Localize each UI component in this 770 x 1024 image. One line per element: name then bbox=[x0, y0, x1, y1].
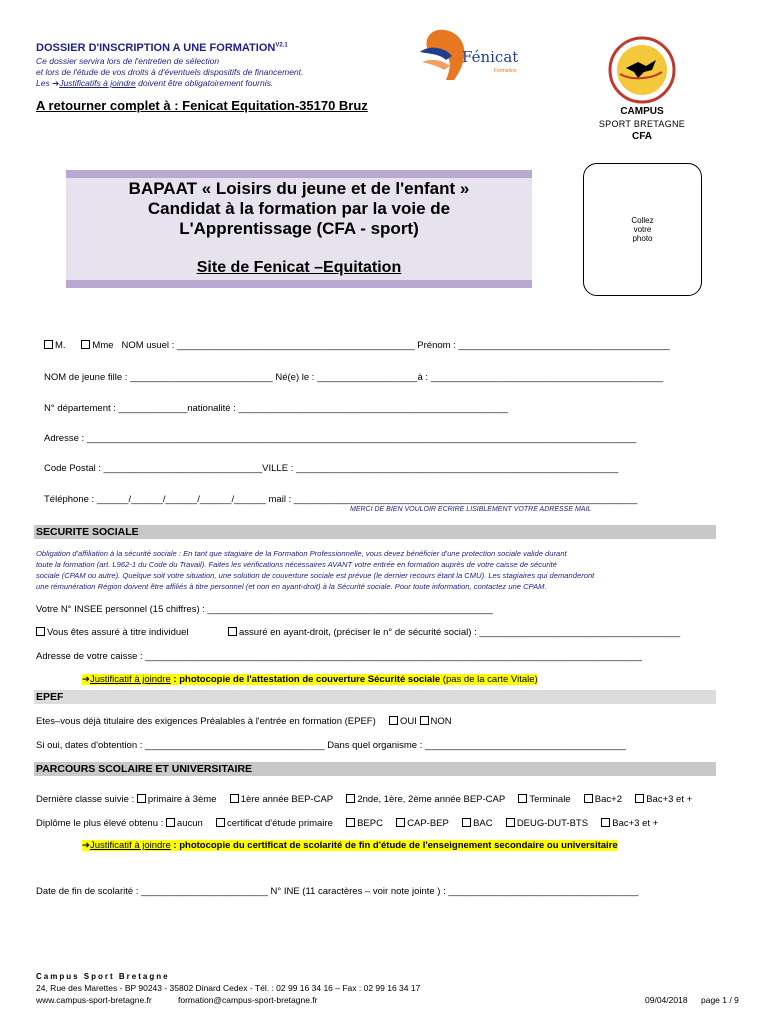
derniere-opt-checkbox[interactable] bbox=[346, 794, 355, 803]
epef-heading: EPEF bbox=[34, 690, 716, 704]
formation-title-line-3: L'Apprentissage (CFA - sport) bbox=[179, 219, 419, 238]
assure-row bbox=[36, 627, 189, 638]
diplome-opt-label: certificat d'étude primaire bbox=[227, 818, 333, 829]
footer-address: 24, Rue des Marettes - BP 90243 - 35802 Dinard Cedex - Tél. : 02 99 16 34 16 – Fax : 02 99 16 34 17 bbox=[36, 983, 421, 993]
fenicat-logo bbox=[416, 26, 544, 84]
departement-field[interactable]: N° département : _____________nationalité : ___________________________________________________ bbox=[44, 403, 508, 414]
nom-usuel-field[interactable]: NOM usuel : _____________________________________________ Prénom : ________________________________________ bbox=[121, 340, 670, 351]
campus-logo bbox=[590, 34, 694, 146]
version-label: V2.1 bbox=[275, 42, 288, 49]
title-bar-top bbox=[66, 170, 532, 178]
secu-line-4: une rémunération Région doivent être affiliés à titre personnel (et non en ayant-droit) à la Sécurité sociale. Pour toute information, contactez une CPAM. bbox=[36, 582, 547, 591]
diplome-opt-label: BEPC bbox=[357, 818, 383, 829]
parcours-justificatif-text: : photocopie du certificat de scolarité de fin d'étude de l'enseignement secondaire ou universitaire bbox=[170, 840, 618, 851]
derniere-opt-checkbox[interactable] bbox=[518, 794, 527, 803]
secu-notice bbox=[36, 548, 726, 592]
ayant-droit-field[interactable]: assuré en ayant-droit, (préciser le n° de sécurité social) : ______________________________________ bbox=[239, 627, 681, 638]
title-text: DOSSIER D'INSCRIPTION A UNE FORMATION bbox=[36, 42, 276, 54]
site-title: Site de Fenicat –Equitation bbox=[196, 259, 402, 276]
diplome-opt-checkbox[interactable] bbox=[396, 818, 405, 827]
secu-line-1: Obligation d'affiliation à la sécurité sociale : En tant que stagiaire de la Formation Professionnelle, vous devez bénéficier d'une protection sociale valide durant bbox=[36, 549, 567, 558]
return-address: A retourner complet à : Fenicat Equitation-35170 Bruz bbox=[36, 98, 368, 113]
arrow-icon: ➔ bbox=[82, 840, 90, 851]
diplome-opt-label: Bac+3 et + bbox=[612, 818, 659, 829]
footer-website[interactable]: www.campus-sport-bretagne.fr bbox=[36, 995, 152, 1005]
assure-individuel-checkbox[interactable] bbox=[36, 627, 45, 636]
telephone-field[interactable]: Téléphone : ______/______/______/______/______ mail : _________________________________________________________________ bbox=[44, 494, 638, 505]
diplome-opt-label: DEUG-DUT-BTS bbox=[516, 818, 589, 829]
campus-line-3: CFA bbox=[632, 131, 652, 142]
diplome-opt-checkbox[interactable] bbox=[462, 818, 471, 827]
insee-field[interactable]: Votre N° INSEE personnel (15 chiffres) : ______________________________________________________ bbox=[36, 604, 493, 615]
note-line-2: et lors de l'étude de vos droits à d'éventuels dispositifs de financement. bbox=[36, 67, 304, 77]
derniere-opt-label: Bac+2 bbox=[594, 794, 622, 805]
campus-emblem-icon bbox=[590, 34, 694, 104]
epef-question: Etes–vous déjà titulaire des exigences Préalables à l'entrée en formation (EPEF) bbox=[36, 716, 376, 727]
title-bar-bottom bbox=[66, 280, 532, 288]
ayant-droit-checkbox[interactable] bbox=[228, 627, 237, 636]
parcours-heading: PARCOURS SCOLAIRE ET UNIVERSITAIRE bbox=[34, 762, 716, 776]
header-notes bbox=[36, 56, 303, 89]
formation-title-box bbox=[66, 170, 532, 288]
mme-label: Mme bbox=[92, 340, 114, 351]
assure-individuel-label: Vous êtes assuré à titre individuel bbox=[47, 627, 189, 638]
note-pre: Les bbox=[36, 78, 53, 88]
arrow-icon: ➔ bbox=[82, 674, 90, 685]
secu-justificatif-label: Justificatif à joindre bbox=[89, 674, 171, 685]
footer-page-number: page 1 / 9 bbox=[701, 995, 739, 1005]
derniere-opt-label: Terminale bbox=[529, 794, 571, 805]
derniere-classe-label: Dernière classe suivie : bbox=[36, 794, 137, 805]
parcours-justificatif bbox=[82, 840, 618, 851]
derniere-opt-checkbox[interactable] bbox=[137, 794, 146, 803]
mme-checkbox[interactable] bbox=[81, 340, 90, 349]
ayant-droit-row bbox=[228, 627, 680, 638]
footer-email[interactable]: formation@campus-sport-bretagne.fr bbox=[178, 995, 318, 1005]
formation-title-line-1: BAPAAT « Loisirs du jeune et de l'enfant » bbox=[128, 179, 470, 198]
fenicat-sub: Formation bbox=[494, 68, 517, 74]
secu-heading: SECURITE SOCIALE bbox=[34, 525, 716, 539]
diplome-opt-checkbox[interactable] bbox=[216, 818, 225, 827]
photo-line-2: votre bbox=[633, 225, 652, 234]
derniere-opt-label: 2nde, 1ère, 2ème année BEP-CAP bbox=[357, 794, 506, 805]
secu-justificatif-text: : photocopie de l'attestation de couverture Sécurité sociale bbox=[170, 674, 441, 685]
secu-justificatif-tail: (pas de la carte Vitale) bbox=[440, 674, 538, 685]
formation-title bbox=[66, 179, 532, 239]
diplome-opt-checkbox[interactable] bbox=[601, 818, 610, 827]
diplome-opt-label: aucun bbox=[176, 818, 203, 829]
diplome-opt-label: CAP-BEP bbox=[407, 818, 449, 829]
adresse-field[interactable]: Adresse : ________________________________________________________________________________________________________ bbox=[44, 433, 637, 444]
note-line-3 bbox=[36, 78, 303, 89]
diplome-label: Diplôme le plus élevé obtenu : bbox=[36, 818, 166, 829]
secu-line-2: toute la formation (art. L962-1 du Code du Travail). Faites les vérifications nécessaires AVANT votre entrée en formation auprès de votre caisse de sécurité bbox=[36, 560, 557, 569]
diplome-opt-checkbox[interactable] bbox=[166, 818, 175, 827]
photo-box[interactable] bbox=[583, 163, 702, 296]
m-label: M. bbox=[55, 340, 66, 351]
derniere-opt-checkbox[interactable] bbox=[584, 794, 593, 803]
fenicat-name: Fénicat bbox=[462, 48, 519, 66]
photo-line-3: photo bbox=[632, 234, 653, 243]
epef-question-row bbox=[36, 716, 452, 727]
epef-non-label: NON bbox=[430, 716, 452, 727]
campus-line-1: CAMPUS bbox=[620, 106, 664, 117]
diplome-row bbox=[36, 818, 658, 829]
photo-line-1: Collez bbox=[631, 216, 654, 225]
justificatifs-link: Justificatifs à joindre bbox=[59, 78, 136, 88]
secu-justificatif bbox=[82, 674, 538, 685]
diplome-opt-checkbox[interactable] bbox=[346, 818, 355, 827]
fin-scolarite-field[interactable]: Date de fin de scolarité : ________________________ N° INE (11 caractères – voir note jointe ) : ____________________________________ bbox=[36, 886, 639, 897]
note-line-1: Ce dossier servira lors de l'entretien de sélection bbox=[36, 56, 220, 66]
m-checkbox[interactable] bbox=[44, 340, 53, 349]
footer-date: 09/04/2018 bbox=[645, 995, 688, 1005]
code-postal-field[interactable]: Code Postal : ______________________________VILLE : _____________________________________________________________ bbox=[44, 463, 619, 474]
epef-non-checkbox[interactable] bbox=[420, 716, 429, 725]
derniere-opt-label: 1ère année BEP-CAP bbox=[240, 794, 334, 805]
diplome-opt-checkbox[interactable] bbox=[506, 818, 515, 827]
parcours-justificatif-label: Justificatif à joindre bbox=[89, 840, 171, 851]
derniere-opt-checkbox[interactable] bbox=[635, 794, 644, 803]
epef-oui-checkbox[interactable] bbox=[389, 716, 398, 725]
mail-note: MERCI DE BIEN VOULOIR ECRIRE LISIBLEMENT VOTRE ADRESSE MAIL bbox=[350, 506, 592, 513]
note-post: doivent être obligatoirement fournis. bbox=[135, 78, 274, 88]
nom-jeune-fille-field[interactable]: NOM de jeune fille : ___________________________ Né(e) le : ___________________à : ____________________________________________ bbox=[44, 372, 664, 383]
derniere-opt-checkbox[interactable] bbox=[230, 794, 239, 803]
formation-title-line-2: Candidat à la formation par la voie de bbox=[147, 199, 451, 218]
adresse-caisse-field[interactable]: Adresse de votre caisse : ______________________________________________________________________________________________ bbox=[36, 651, 642, 662]
derniere-opt-label: Bac+3 et + bbox=[646, 794, 693, 805]
campus-line-2: SPORT BRETAGNE bbox=[598, 119, 686, 129]
derniere-classe-row bbox=[36, 794, 726, 805]
epef-oui-label: OUI bbox=[399, 716, 417, 727]
civility-row bbox=[44, 340, 670, 351]
epef-dates-field[interactable]: Si oui, dates d'obtention : __________________________________ Dans quel organisme : ______________________________________ bbox=[36, 740, 626, 751]
document-title bbox=[36, 42, 288, 54]
footer-org: Campus Sport Bretagne bbox=[36, 972, 170, 981]
diplome-opt-label: BAC bbox=[473, 818, 493, 829]
arrow-icon: ➔ bbox=[52, 78, 60, 88]
derniere-opt-label: primaire à 3ème bbox=[147, 794, 217, 805]
secu-line-3: sociale (CPAM ou autre). Quelque soit votre situation, une solution de couverture sociale est prévue (le dernier recours étant la CMU). Les stagiaires qui demanderont bbox=[36, 571, 595, 580]
